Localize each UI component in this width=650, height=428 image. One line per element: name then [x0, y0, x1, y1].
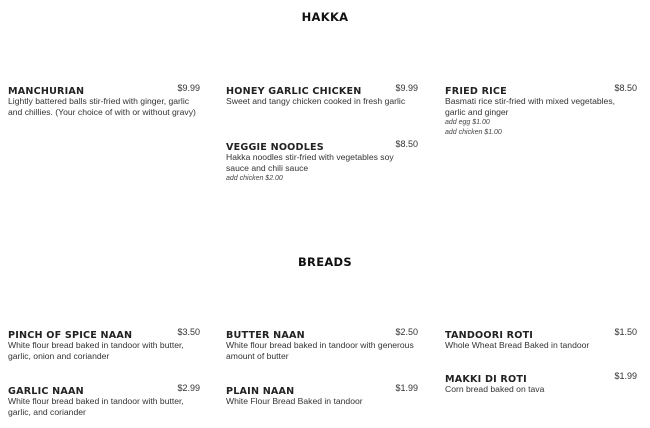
item-description: Whole Wheat Bread Baked in tandoor [445, 340, 590, 350]
item-price: $2.99 [177, 383, 200, 393]
item-description: Sweet and tangy chicken cooked in fresh garlic [226, 96, 406, 106]
item-name: GARLIC NAAN [8, 386, 84, 397]
item-description: White flour bread baked in tandoor with butter, garlic, onion and coriander [8, 340, 184, 362]
item-addon-note: add egg $1.00 [445, 119, 490, 127]
item-price: $8.50 [614, 83, 637, 93]
menu-item-fried-rice [445, 81, 637, 137]
item-price: $1.50 [614, 327, 637, 337]
menu-item-manchurian [8, 81, 200, 118]
item-description: White Flour Bread Baked in tandoor [226, 396, 363, 406]
section-title-hakka: HAKKA [301, 10, 349, 24]
item-price: $1.99 [395, 383, 418, 393]
item-description: Lightly battered balls stir-fried with ginger, garlic and chillies. (Your choice of with or without gravy) [8, 96, 196, 118]
item-price: $9.99 [395, 83, 418, 93]
menu-item-veggie-noodles [226, 137, 418, 184]
item-name: MAKKI DI ROTI [445, 374, 527, 385]
item-addon-note: add chicken $2.00 [226, 175, 283, 183]
item-price: $1.99 [614, 371, 637, 381]
item-price: $3.50 [177, 327, 200, 337]
item-description: Corn bread baked on tava [445, 384, 545, 394]
item-price: $2.50 [395, 327, 418, 337]
item-name: PINCH OF SPICE NAAN [8, 330, 133, 341]
item-price: $9.99 [177, 83, 200, 93]
item-name: HONEY GARLIC CHICKEN [226, 86, 362, 97]
menu-item-pinch-of-spice-naan [8, 325, 200, 362]
item-description: White flour bread baked in tandoor with generous amount of butter [226, 340, 414, 362]
menu-item-plain-naan [226, 381, 418, 407]
item-name: FRIED RICE [445, 86, 507, 97]
item-name: BUTTER NAAN [226, 330, 305, 341]
item-description: White flour bread baked in tandoor with butter, garlic, and coriander [8, 396, 184, 418]
item-name: MANCHURIAN [8, 86, 85, 97]
menu-item-makki-di-roti [445, 369, 637, 395]
menu-item-garlic-naan [8, 381, 200, 418]
item-addon-note: add chicken $1.00 [445, 128, 502, 136]
item-name: VEGGIE NOODLES [226, 142, 324, 153]
menu-item-butter-naan [226, 325, 418, 362]
item-description: Basmati rice stir-fried with mixed vegetables, garlic and ginger [445, 96, 616, 118]
item-description: Hakka noodles stir-fried with vegetables soy sauce and chili sauce [226, 152, 394, 174]
menu-item-tandoori-roti [445, 325, 637, 351]
item-price: $8.50 [395, 139, 418, 149]
menu-item-honey-garlic-chicken [226, 81, 418, 107]
item-name: PLAIN NAAN [226, 386, 295, 397]
section-title-breads: BREADS [297, 255, 352, 269]
item-name: TANDOORI ROTI [445, 330, 534, 341]
